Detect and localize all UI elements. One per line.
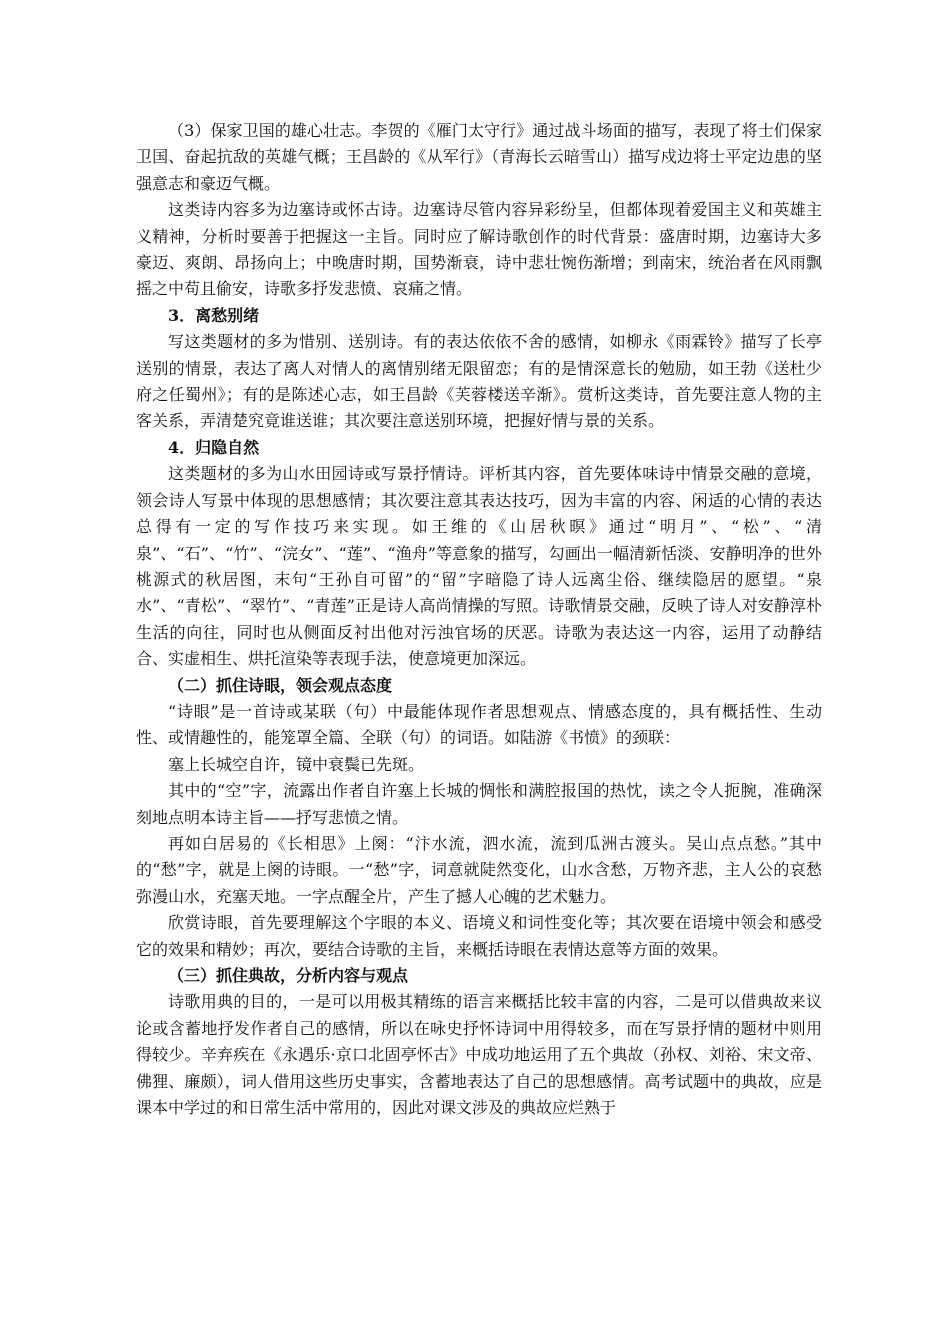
section-heading-allusions: （三）抓住典故，分析内容与观点: [168, 966, 409, 985]
paragraph-patriotism: （3）保家卫国的雄心壮志。李贺的《雁门太守行》通过战斗场面的描写，表现了将士们保家卫国、奋起抗敌的英雄气概；王昌龄的《从军行》（青海长云暗雪山）描写戍边将士平定边患的坚强意志和豪迈气概。: [136, 121, 822, 193]
paragraph-landscape-poems: 这类题材的多为山水田园诗或写景抒情诗。评析其内容，首先要体味诗中情景交融的意境，领会诗人写景中体现的思想感情；其次要注意其表达技巧，因为丰富的内容、闲适的心情的表达总得有一定的写作技巧来实现。如王维的《山居秋暝》通过“明月”、“松”、“清泉”、“石”、“竹”、“浣女”、“莲”、“渔舟”等意象的描写，勾画出一幅清新恬淡、安静明净的世外桃源式的秋居图，末句“王孙自可留”的“留”字暗隐了诗人远离尘俗、继续隐居的愿望。“泉水”、“青松”、“翠竹”、“青莲”正是诗人高尚情操的写照。诗歌情景交融，反映了诗人对安静淳朴生活的向往，同时也从侧面反衬出他对污浊官场的厌恶。诗歌为表达这一内容，运用了动静结合、实虚相生、烘托渲染等表现手法，使意境更加深远。: [136, 464, 822, 669]
paragraph-kong-analysis: 其中的“空”字，流露出作者自许塞上长城的惆怅和满腔报国的热忱，读之令人扼腕，准确深刻地点明本诗主旨——抒写悲愤之情。: [136, 781, 822, 827]
heading-return-to-nature: 4．归隐自然: [168, 437, 260, 457]
section-heading-poem-eye: （二）抓住诗眼，领会观点态度: [168, 675, 393, 695]
heading-parting-sorrow: 3．离愁别绪: [168, 305, 260, 325]
paragraph-allusions: 诗歌用典的目的，一是可以用极其精练的语言来概括比较丰富的内容，二是可以借典故来议论或含蓄地抒发作者自己的感情，所以在咏史抒怀诗词中用得较多，而在写景抒情的题材中则用得较少。辛弃疾在《永遇乐·京口北固亭怀古》中成功地运用了五个典故（孙权、刘裕、宋文帝、佛狸、廉颇），词人借用这些历史事实，含蓄地表达了自己的思想感情。高考试题中的典故，应是课本中学过的和日常生活中常用的，因此对课文涉及的典故应烂熟于: [136, 992, 822, 1118]
paragraph-appreciation-method: 欣赏诗眼，首先要理解这个字眼的本义、语境义和词性变化等；其次要在语境中领会和感受它的效果和精妙；再次，要结合诗歌的主旨，来概括诗眼在表情达意等方面的效果。: [136, 913, 822, 959]
paragraph-parting-poems: 写这类题材的多为惜别、送别诗。有的表达依依不舍的感情，如柳永《雨霖铃》描写了长亭送别的情景，表达了离人对情人的离情别绪无限留恋；有的是情深意长的勉励，如王勃《送杜少府之任蜀州》；有的是陈述心志，如王昌龄《芙蓉楼送辛渐》。赏析这类诗，首先要注意人物的主客关系，弄清楚究竟谁送谁；其次要注意送别环境，把握好情与景的关系。: [136, 332, 822, 431]
paragraph-frontier-poems: 这类诗内容多为边塞诗或怀古诗。边塞诗尽管内容异彩纷呈，但都体现着爱国主义和英雄主义精神，分析时要善于把握这一主旨。同时应了解诗歌创作的时代背景：盛唐时期，边塞诗大多豪迈、爽朗、昂扬向上；中晚唐时期，国势渐衰，诗中悲壮惋伤渐增；到南宋，统治者在风雨飘摇之中苟且偷安，诗歌多抒发悲愤、哀痛之情。: [136, 200, 822, 299]
paragraph-chou-analysis: 再如白居易的《长相思》上阕：“汴水流，泗水流，流到瓜洲古渡头。吴山点点愁。”其中的“愁”字，就是上阕的诗眼。一“愁”字，词意就陡然变化，山水含愁，万物齐悲，主人公的哀愁弥漫山水，充塞天地。一字点醒全片，产生了撼人心魄的艺术魅力。: [136, 833, 822, 906]
quoted-verse: 塞上长城空自许，镜中衰鬓已先斑。: [168, 754, 425, 774]
document-body: [136, 118, 822, 1121]
paragraph-poem-eye-definition: “诗眼”是一首诗或某联（句）中最能体现作者思想观点、情感态度的，具有概括性、生动性、或情趣性的，能笼罩全篇、全联（句）的词语。如陆游《书愤》的颈联：: [136, 701, 822, 748]
